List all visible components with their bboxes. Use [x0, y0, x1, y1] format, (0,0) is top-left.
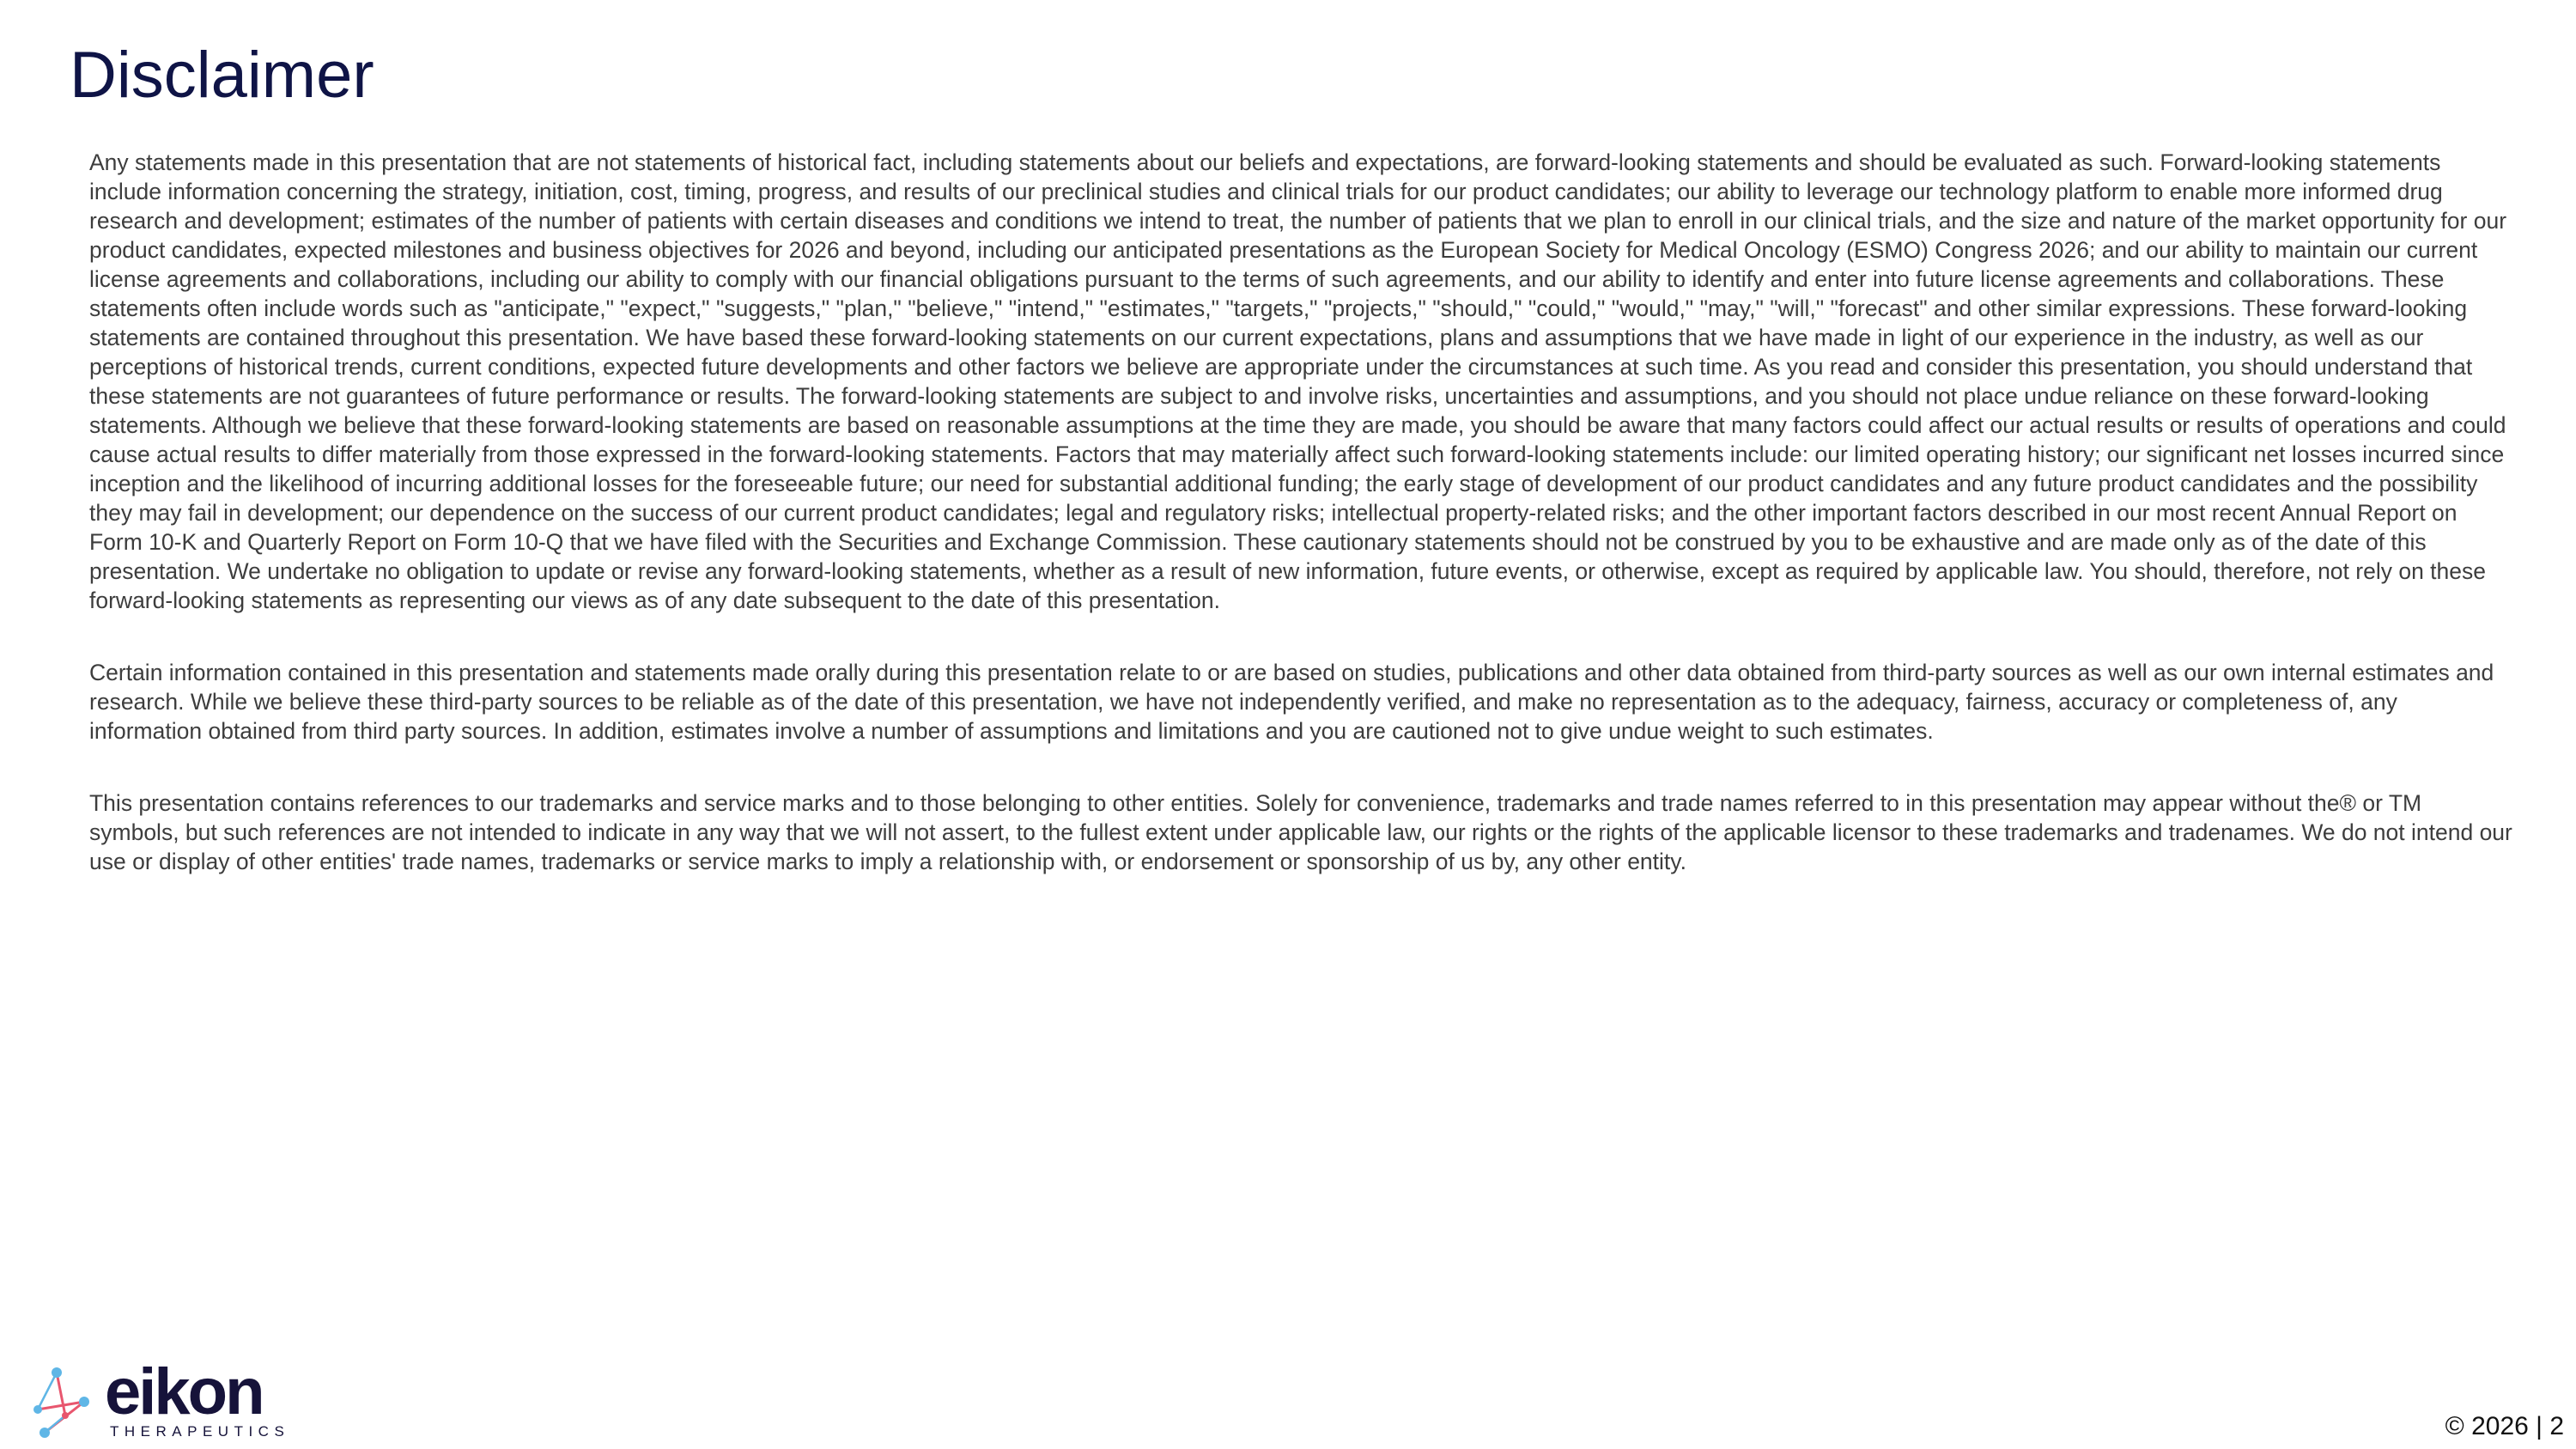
disclaimer-body [89, 148, 2516, 919]
forward-looking-paragraph: Any statements made in this presentation that are not statements of historical fact, including statements about our beliefs and expectations, are forward-looking statements and should be evaluated as such. Forward-looking statements include information concerning the strategy, initiation, cost, timing, progress, and results of our preclinical studies and clinical trials for our product candidates; our ability to leverage our technology platform to enable more informed drug research and development; estimates of the number of patients with certain diseases and conditions we intend to treat, the number of patients that we plan to enroll in our clinical trials, and the size and nature of the market opportunity for our product candidates, expected milestones and business objectives for 2026 and beyond, including our anticipated presentations as the European Society for Medical Oncology (ESMO) Congress 2026; and our ability to maintain our current license agreements and collaborations, including our ability to comply with our financial obligations pursuant to the terms of such agreements, and our ability to identify and enter into future license agreements and collaborations. These statements often include words such as "anticipate," "expect," "suggests," "plan," "believe," "intend," "estimates," "targets," "projects," "should," "could," "would," "may," "will," "forecast" and other similar expressions. These forward-looking statements are contained throughout this presentation. We have based these forward-looking statements on our current expectations, plans and assumptions that we have made in light of our experience in the industry, as well as our perceptions of historical trends, current conditions, expected future developments and other factors we believe are appropriate under the circumstances at such time. As you read and consider this presentation, you should understand that these statements are not guarantees of future performance or results. The forward-looking statements are subject to and involve risks, uncertainties and assumptions, and you should not place undue reliance on these forward-looking statements. Although we believe that these forward-looking statements are based on reasonable assumptions at the time they are made, you should be aware that many factors could affect our actual results or results of operations and could cause actual results to differ materially from those expressed in the forward-looking statements. Factors that may materially affect such forward-looking statements include: our limited operating history; our significant net losses incurred since inception and the likelihood of incurring additional losses for the foreseeable future; our need for substantial additional funding; the early stage of development of our product candidates and any future product candidates and the possibility they may fail in development; our dependence on the success of our current product candidates; legal and regulatory risks; intellectual property-related risks; and the other important factors described in our most recent Annual Report on Form 10-K and Quarterly Report on Form 10-Q that we have filed with the Securities and Exchange Commission. These cautionary statements should not be construed by you to be exhaustive and are made only as of the date of this presentation. We undertake no obligation to update or revise any forward-looking statements, whether as a result of new information, future events, or otherwise, except as required by applicable law. You should, therefore, not rely on these forward-looking statements as representing our views as of any date subsequent to the date of this presentation. [89, 149, 2507, 613]
logo-wordmark: eikon [105, 1362, 263, 1428]
eikon-molecule-icon [33, 1367, 89, 1438]
footer-copyright-page-number: © 2026 | 2 [2445, 1412, 2564, 1440]
third-party-data-paragraph: Certain information contained in this presentation and statements made orally during this presentation relate to or are based on studies, publications and other data obtained from third-party sources as well as our own internal estimates and research. While we believe these third-party sources to be reliable as of the date of this presentation, we have not independently verified, and make no representation as to the adequacy, fairness, accuracy or completeness of, any information obtained from third party sources. In addition, estimates involve a number of assumptions and limitations and you are cautioned not to give undue weight to such estimates. [89, 660, 2494, 744]
eikon-logo [24, 1362, 299, 1440]
page-title: Disclaimer [70, 39, 374, 112]
trademarks-paragraph: This presentation contains references to our trademarks and service marks and to those belonging to other entities. Solely for convenience, trademarks and trade names referred to in this presentation may appear without the® or TM symbols, but such references are not intended to indicate in any way that we will not assert, to the fullest extent under applicable law, our rights or the rights of the applicable licensor to these trademarks and tradenames. We do not intend our use or display of other entities' trade names, trademarks or service marks to imply a relationship with, or endorsement or sponsorship of us by, any other entity. [89, 790, 2512, 874]
logo-tagline: THERAPEUTICS [110, 1423, 290, 1440]
